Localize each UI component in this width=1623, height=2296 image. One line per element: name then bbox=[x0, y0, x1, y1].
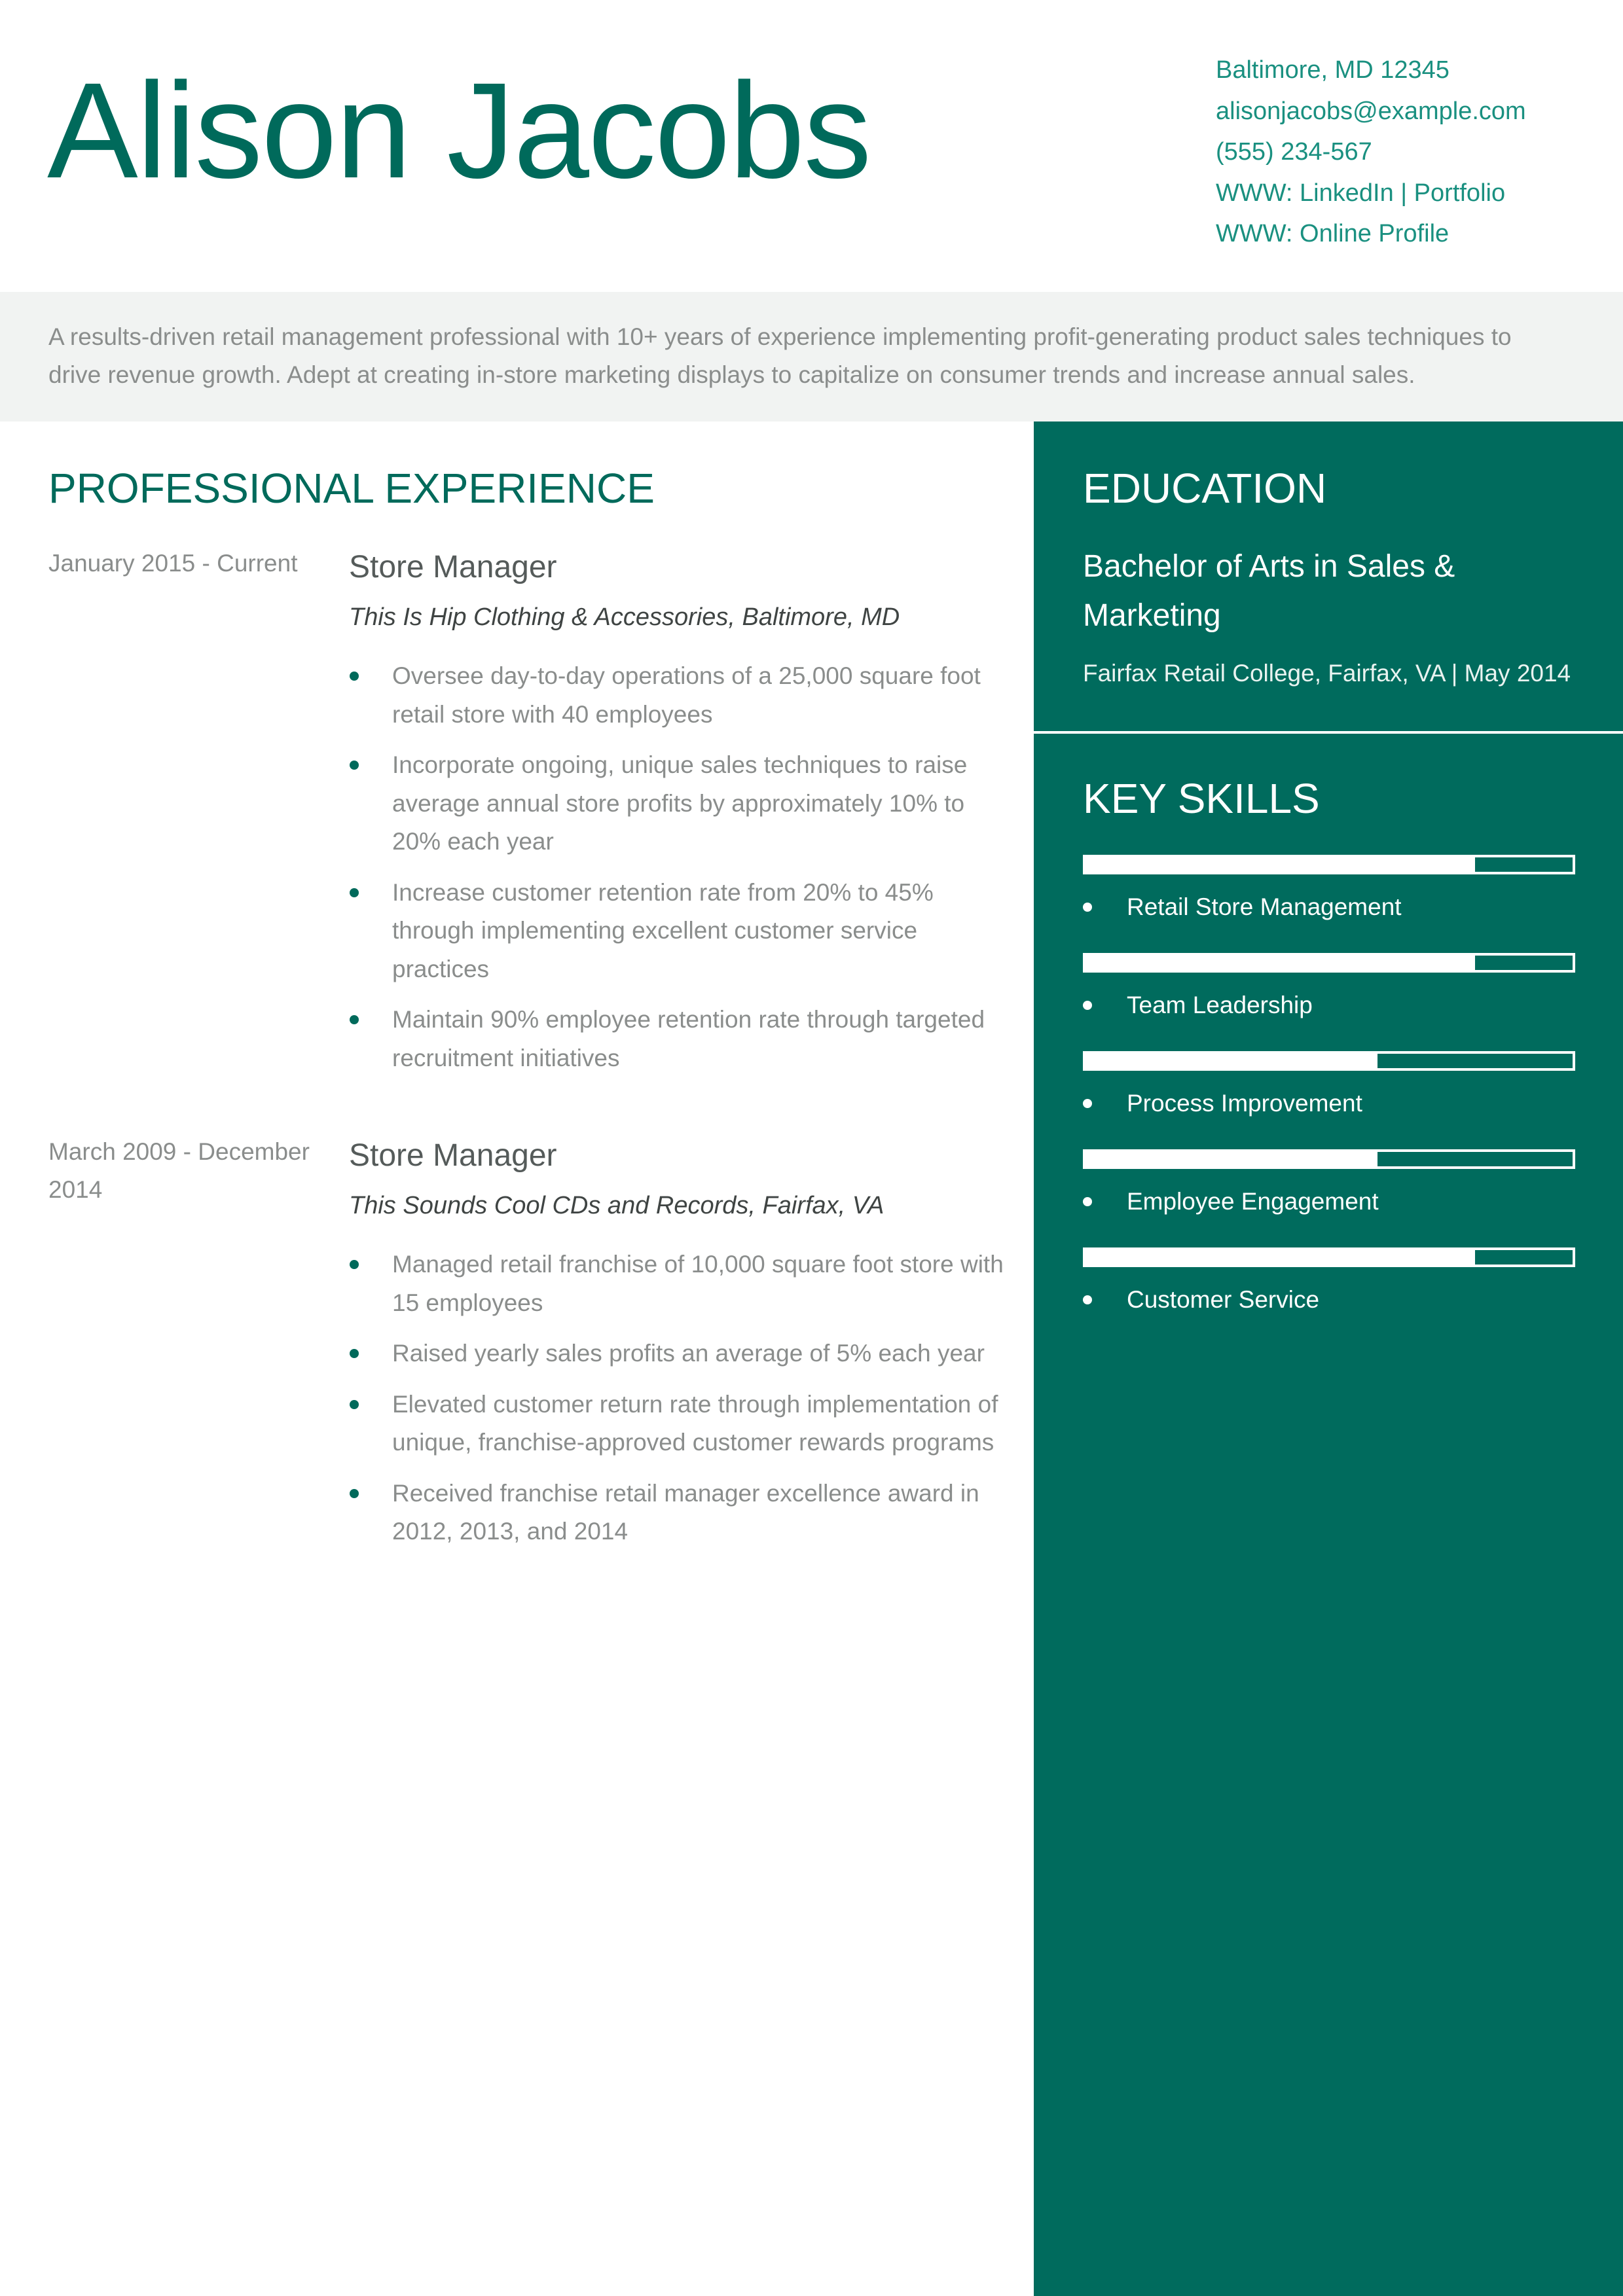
bullet-icon bbox=[1083, 1099, 1092, 1108]
skill-level-fill bbox=[1085, 956, 1475, 970]
summary-band bbox=[0, 292, 1623, 422]
candidate-name: Alison Jacobs bbox=[47, 55, 871, 207]
bullet-icon bbox=[350, 761, 359, 770]
skill-label-text: Customer Service bbox=[1127, 1286, 1320, 1313]
job-bullet-text: Raised yearly sales profits an average of 5% each year bbox=[392, 1340, 985, 1367]
job-bullets bbox=[349, 657, 1004, 1077]
summary-text: A results-driven retail management professional with 10+ years of experience implementing profit-generating product sales techniques to drive revenue growth. Adept at creating in-store marketing displays to capitalize on consumer trends and increase annual sales. bbox=[48, 323, 1512, 388]
contact-info bbox=[1216, 50, 1526, 255]
skill-level-bar bbox=[1083, 953, 1575, 973]
job-bullet-text: Maintain 90% employee retention rate through targeted recruitment initiatives bbox=[392, 1006, 985, 1071]
skill-item bbox=[1083, 953, 1623, 1051]
skill-item bbox=[1083, 1149, 1623, 1247]
skill-label-text: Retail Store Management bbox=[1127, 893, 1402, 920]
job-details bbox=[349, 545, 1004, 1090]
skill-label bbox=[1083, 888, 1402, 927]
skill-level-bar bbox=[1083, 855, 1575, 874]
skill-item bbox=[1083, 1051, 1623, 1149]
education-heading: EDUCATION bbox=[1083, 465, 1327, 512]
job-company: This Sounds Cool CDs and Records, Fairfax, VA bbox=[349, 1192, 884, 1219]
job-bullet bbox=[349, 1386, 1004, 1462]
bullet-icon bbox=[350, 1260, 359, 1269]
job-bullet-text: Managed retail franchise of 10,000 square foot store with 15 employees bbox=[392, 1251, 1004, 1316]
skill-label bbox=[1083, 986, 1313, 1025]
job-company: This Is Hip Clothing & Accessories, Baltimore, MD bbox=[349, 603, 900, 631]
skill-level-fill bbox=[1085, 1250, 1475, 1265]
bullet-icon bbox=[350, 1489, 359, 1498]
sidebar-divider bbox=[1034, 731, 1623, 734]
job-title: Store Manager bbox=[349, 550, 557, 584]
skill-label bbox=[1083, 1280, 1319, 1319]
bullet-icon bbox=[350, 1015, 359, 1024]
bullet-icon bbox=[1083, 1295, 1092, 1304]
skill-level-fill bbox=[1085, 1054, 1377, 1068]
job-bullet-text: Received franchise retail manager excellence award in 2012, 2013, and 2014 bbox=[392, 1479, 979, 1545]
skills-heading: KEY SKILLS bbox=[1083, 775, 1320, 822]
sidebar bbox=[1034, 422, 1623, 2296]
skill-level-bar bbox=[1083, 1247, 1575, 1267]
skill-label-text: Team Leadership bbox=[1127, 992, 1313, 1018]
experience-column bbox=[0, 422, 1034, 2296]
contact-phone: (555) 234-567 bbox=[1216, 138, 1372, 166]
job-bullet bbox=[349, 1246, 1004, 1322]
skill-level-bar bbox=[1083, 1149, 1575, 1169]
job-dates: March 2009 - December 2014 bbox=[48, 1138, 310, 1203]
job-bullet bbox=[349, 1335, 1004, 1373]
job-bullet bbox=[349, 657, 1004, 734]
skill-label-text: Process Improvement bbox=[1127, 1090, 1362, 1117]
job-bullet bbox=[349, 746, 1004, 861]
skill-level-fill bbox=[1085, 1152, 1377, 1166]
contact-email[interactable]: alisonjacobs@example.com bbox=[1216, 97, 1526, 125]
bullet-icon bbox=[350, 672, 359, 681]
experience-heading: PROFESSIONAL EXPERIENCE bbox=[48, 465, 655, 512]
bullet-icon bbox=[1083, 1001, 1092, 1010]
skill-label-text: Employee Engagement bbox=[1127, 1188, 1379, 1215]
job-bullet bbox=[349, 1001, 1004, 1077]
education-degree: Bachelor of Arts in Sales & Marketing bbox=[1083, 549, 1455, 633]
job-bullet bbox=[349, 1475, 1004, 1551]
job-bullet-text: Oversee day-to-day operations of a 25,000 square foot retail store with 40 employees bbox=[392, 662, 981, 728]
job-bullet-text: Incorporate ongoing, unique sales techniques to raise average annual store profits by approximately 10% to 20% each year bbox=[392, 751, 968, 855]
bullet-icon bbox=[1083, 1197, 1092, 1206]
job-dates: January 2015 - Current bbox=[48, 550, 298, 577]
contact-online-profile[interactable]: WWW: Online Profile bbox=[1216, 220, 1450, 247]
bullet-icon bbox=[350, 888, 359, 897]
education-school: Fairfax Retail College, Fairfax, VA | May 2014 bbox=[1083, 660, 1571, 687]
skill-level-bar bbox=[1083, 1051, 1575, 1071]
contact-location: Baltimore, MD 12345 bbox=[1216, 56, 1450, 84]
skill-label bbox=[1083, 1182, 1379, 1221]
job-bullet-text: Elevated customer return rate through implementation of unique, franchise-approved customer rewards programs bbox=[392, 1390, 998, 1456]
contact-web-links[interactable]: WWW: LinkedIn | Portfolio bbox=[1216, 179, 1506, 207]
skill-item bbox=[1083, 855, 1623, 953]
skill-item bbox=[1083, 1247, 1623, 1346]
job-bullet-text: Increase customer retention rate from 20% to 45% through implementing excellent customer service practices bbox=[392, 878, 934, 982]
job-bullets bbox=[349, 1246, 1004, 1551]
bullet-icon bbox=[350, 1400, 359, 1409]
job-details bbox=[349, 1133, 1004, 1564]
bullet-icon bbox=[350, 1349, 359, 1358]
skill-label bbox=[1083, 1084, 1362, 1123]
job-bullet bbox=[349, 874, 1004, 989]
resume-header bbox=[0, 0, 1623, 292]
bullet-icon bbox=[1083, 903, 1092, 912]
skill-level-fill bbox=[1085, 857, 1475, 872]
job-title: Store Manager bbox=[349, 1138, 557, 1173]
